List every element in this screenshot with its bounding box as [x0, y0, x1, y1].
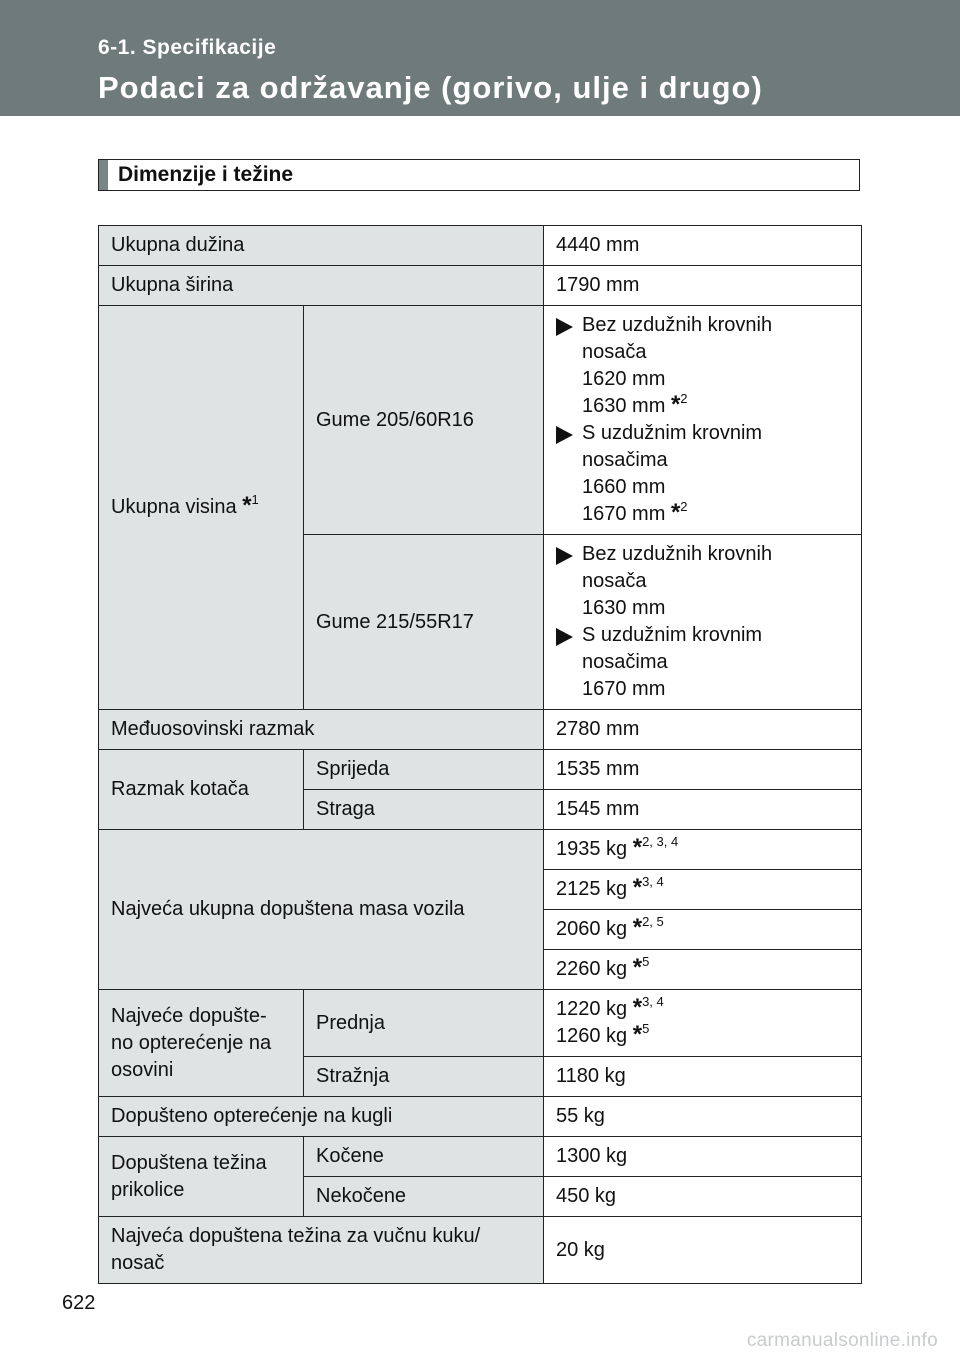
track-front-value: 1535 mm [544, 750, 862, 790]
tire1-values [544, 306, 862, 535]
option-value-line [556, 393, 849, 420]
wheelbase-label: Međuosovinski razmak [99, 710, 544, 750]
subheading-accent-bar [99, 160, 108, 190]
option-title: Bez uzdužnih krovnih [582, 543, 773, 565]
hitch-label-line: nosač [111, 1252, 165, 1274]
footnote-ref: 3, 4 [642, 874, 664, 889]
axle-rear-label: Stražnja [304, 1057, 544, 1097]
trailer-braked-value: 1300 kg [544, 1137, 862, 1177]
gvm-value-cell [544, 910, 862, 950]
watermark: carmanualsonline.info [746, 1330, 938, 1351]
trailer-braked-label: Kočene [304, 1137, 544, 1177]
gvm-value: 2260 kg [556, 958, 628, 980]
spec-table [98, 225, 862, 1284]
option-title: nosačima [582, 449, 668, 471]
option-title: nosača [582, 570, 647, 592]
axle-label-line: Najveće dopušte- [111, 1004, 267, 1027]
arrow-bullet-icon [556, 547, 573, 565]
height-label-cell [99, 306, 304, 710]
option-value: 1660 mm [582, 476, 666, 498]
width-value: 1790 mm [544, 266, 862, 306]
page-header [0, 0, 960, 116]
option-title: nosačima [582, 651, 668, 673]
arrow-bullet-icon [556, 318, 573, 336]
tire1-label: Gume 205/60R16 [304, 306, 544, 535]
option-value-line [556, 501, 849, 528]
trailer-label-line: Dopuštena težina [111, 1151, 267, 1174]
footnote-star: * [242, 492, 252, 519]
width-label: Ukupna širina [99, 266, 544, 306]
trailer-label [99, 1137, 304, 1217]
length-label: Ukupna dužina [99, 226, 544, 266]
track-rear-value: 1545 mm [544, 790, 862, 830]
track-front-label: Sprijeda [304, 750, 544, 790]
footnote-ref: 2 [680, 391, 688, 406]
table-row [99, 306, 862, 535]
tire2-values [544, 535, 862, 710]
page-number: 622 [62, 1292, 96, 1314]
option-title: Bez uzdužnih krovnih [582, 314, 773, 336]
list-item [556, 541, 849, 568]
track-label: Razmak kotača [99, 750, 304, 830]
axle-front-value: 1260 kg [556, 1025, 628, 1047]
section-label: 6-1. Specifikacije [98, 36, 277, 59]
trailer-unbraked-label: Nekočene [304, 1177, 544, 1217]
arrow-bullet-icon [556, 426, 573, 444]
length-value: 4440 mm [544, 226, 862, 266]
footnote-ref: 2 [680, 499, 688, 514]
option-value: 1670 mm [582, 503, 666, 525]
tire2-label: Gume 215/55R17 [304, 535, 544, 710]
subheading-box [98, 159, 860, 191]
list-item [556, 420, 849, 447]
option-value: 1630 mm [582, 597, 666, 619]
table-row [99, 990, 862, 1057]
option-title: S uzdužnim krovnim [582, 422, 763, 444]
footnote-star: * [632, 994, 643, 1021]
table-row [99, 830, 862, 870]
trailer-unbraked-value: 450 kg [544, 1177, 862, 1217]
ball-load-value: 55 kg [544, 1097, 862, 1137]
footnote-ref: 2, 5 [642, 914, 664, 929]
gvm-value: 1935 kg [556, 838, 628, 860]
list-item [556, 312, 849, 339]
option-value: 1620 mm [582, 368, 666, 390]
height-label: Ukupna visina [111, 496, 237, 518]
option-value: 1630 mm [582, 395, 666, 417]
footnote-star: * [670, 391, 681, 418]
table-row [99, 750, 862, 790]
gvm-value-cell [544, 870, 862, 910]
footnote-star: * [632, 954, 643, 981]
footnote-star: * [670, 499, 681, 526]
table-row [99, 1217, 862, 1284]
track-rear-label: Straga [304, 790, 544, 830]
option-title: S uzdužnim krovnim [582, 624, 763, 646]
footnote-ref: 2, 3, 4 [642, 834, 679, 849]
axle-rear-value: 1180 kg [544, 1057, 862, 1097]
gvm-label: Najveća ukupna dopuštena masa vozila [99, 830, 544, 990]
table-row [99, 266, 862, 306]
footnote-ref: 5 [642, 954, 650, 969]
option-value: 1670 mm [582, 678, 666, 700]
gvm-value: 2125 kg [556, 878, 628, 900]
footnote-star: * [632, 874, 643, 901]
axle-label-line: no opterećenje na [111, 1031, 272, 1054]
page-title: Podaci za održavanje (gorivo, ulje i drugo) [98, 70, 763, 105]
wheelbase-value: 2780 mm [544, 710, 862, 750]
option-title: nosača [582, 341, 647, 363]
footnote-ref: 5 [642, 1021, 650, 1036]
table-row [99, 1097, 862, 1137]
axle-front-label: Prednja [304, 990, 544, 1057]
gvm-value-cell [544, 830, 862, 870]
axle-label [99, 990, 304, 1097]
hitch-value: 20 kg [544, 1217, 862, 1284]
subheading: Dimenzije i težine [118, 163, 294, 186]
arrow-bullet-icon [556, 628, 573, 646]
ball-load-label: Dopušteno opterećenje na kugli [99, 1097, 544, 1137]
footnote-ref: 3, 4 [642, 994, 664, 1009]
footnote-star: * [632, 914, 643, 941]
axle-front-value: 1220 kg [556, 998, 628, 1020]
table-row [99, 226, 862, 266]
hitch-label-line: Najveća dopuštena težina za vučnu kuku/ [111, 1225, 481, 1247]
table-row [99, 1137, 862, 1177]
hitch-label [99, 1217, 544, 1284]
table-row [99, 710, 862, 750]
trailer-label-line: prikolice [111, 1178, 185, 1201]
footnote-star: * [632, 834, 643, 861]
axle-label-line: osovini [111, 1058, 174, 1081]
footnote-ref: 1 [251, 492, 259, 507]
list-item [556, 622, 849, 649]
axle-front-values [544, 990, 862, 1057]
gvm-value: 2060 kg [556, 918, 628, 940]
gvm-value-cell [544, 950, 862, 990]
footnote-star: * [632, 1021, 643, 1048]
